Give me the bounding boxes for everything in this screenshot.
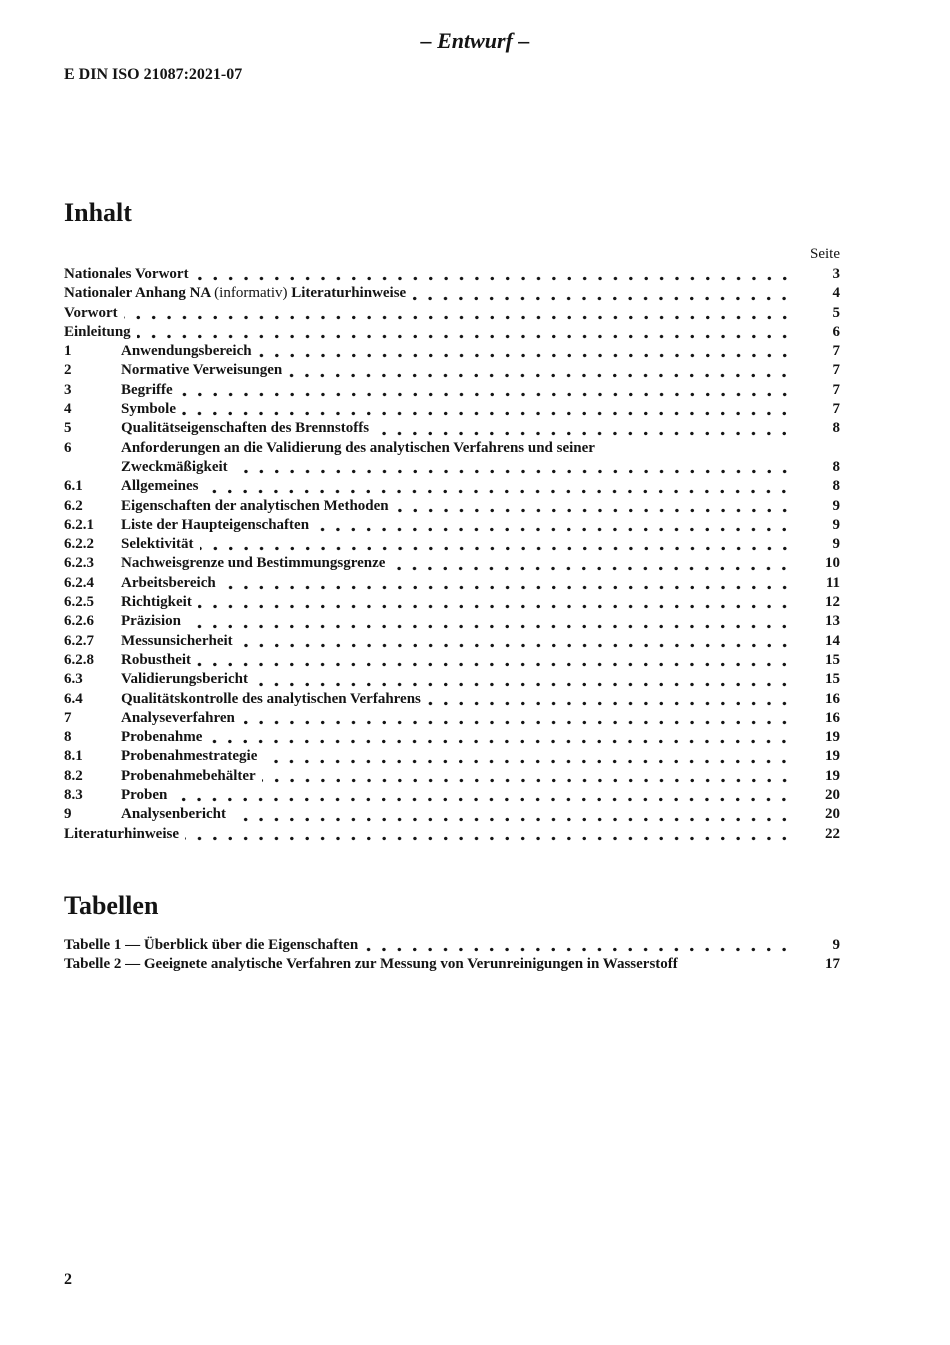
toc-entry-row [64, 342, 840, 361]
draft-banner: – Entwurf – [420, 28, 530, 53]
entry-label: Messunsicherheit [121, 632, 233, 649]
toc-list [64, 265, 840, 844]
entry-number: 7 [64, 709, 72, 726]
entry-number: 6.3 [64, 671, 83, 688]
table-entry-row [64, 936, 840, 955]
toc-entry-row [64, 632, 840, 651]
toc-entry-row [64, 593, 840, 612]
entry-page-number: 7 [832, 362, 840, 379]
dot-leader [262, 767, 794, 786]
dot-leader [288, 361, 794, 380]
toc-entry-row [64, 690, 840, 709]
toc-entry-row [64, 439, 840, 458]
entry-number: 4 [64, 401, 72, 418]
dot-leader [412, 284, 794, 303]
toc-entry-row [64, 323, 840, 342]
entry-page-number: 6 [832, 323, 840, 340]
toc-entry-row [64, 284, 840, 303]
entry-label: Probenahmebehälter [121, 767, 256, 784]
entry-page-number: 7 [832, 343, 840, 360]
entry-label: Robustheit [121, 651, 192, 668]
toc-entry-row [64, 786, 840, 805]
toc-entry-row [64, 497, 840, 516]
entry-number: 6 [64, 439, 72, 456]
toc-entry-row [64, 747, 840, 766]
dot-leader [208, 728, 794, 747]
entry-label: Anforderungen an die Validierung des analytischen Verfahrens und seiner [121, 439, 595, 456]
dot-leader [124, 304, 794, 323]
entry-label: Liste der Haupteigenschaften [121, 516, 310, 533]
entry-page-number: 20 [825, 806, 840, 823]
dot-leader [234, 458, 794, 477]
dot-leader [427, 690, 794, 709]
dot-leader [391, 554, 794, 573]
entry-label-bold-part: Nationaler Anhang NA [64, 285, 215, 302]
entry-number: 6.2.1 [64, 516, 94, 533]
dot-leader [364, 936, 794, 955]
entry-page-number: 19 [825, 767, 840, 784]
entry-page-number: 7 [832, 381, 840, 398]
entry-page-number: 8 [832, 458, 840, 475]
entry-number: 6.2.4 [64, 574, 94, 591]
entry-label: Eigenschaften der analytischen Methoden [121, 497, 389, 514]
entry-number: 1 [64, 343, 72, 360]
entry-number: 6.2.3 [64, 555, 94, 572]
dot-leader [187, 612, 794, 631]
entry-page-number: 19 [825, 748, 840, 765]
dot-leader [195, 265, 794, 284]
entry-label: Nachweisgrenze und Bestimmungsgrenze [121, 555, 386, 572]
entry-number: 8.2 [64, 767, 83, 784]
entry-label: Selektivität [121, 536, 194, 553]
entry-page-number: 5 [832, 304, 840, 321]
toc-entry-row [64, 805, 840, 824]
entry-number: 6.1 [64, 478, 83, 495]
entry-label: Zweckmäßigkeit [121, 458, 228, 475]
dot-leader [395, 497, 794, 516]
entry-page-number: 15 [825, 651, 840, 668]
entry-page-number: 9 [832, 936, 840, 953]
entry-number: 6.2.7 [64, 632, 94, 649]
entry-label: Tabelle 1 — Überblick über die Eigenschaften [64, 936, 359, 953]
entry-number: 6.2.8 [64, 651, 94, 668]
entry-number: 8 [64, 729, 72, 746]
toc-entry-row [64, 651, 840, 670]
dot-leader [239, 632, 794, 651]
dot-leader [254, 670, 794, 689]
entry-number: 6.4 [64, 690, 83, 707]
entry-page-number: 16 [825, 709, 840, 726]
entry-label: Präzision [121, 613, 181, 630]
toc-entry-row [64, 477, 840, 496]
dot-leader [182, 400, 794, 419]
toc-entry-row [64, 265, 840, 284]
dot-leader [137, 323, 794, 342]
entry-number: 3 [64, 381, 72, 398]
entry-label: Analyseverfahren [121, 709, 235, 726]
entry-page-number: 14 [825, 632, 840, 649]
entry-number: 6.2 [64, 497, 83, 514]
entry-page-number: 20 [825, 787, 840, 804]
page-column-header [64, 245, 840, 263]
entry-label: Vorwort [64, 304, 118, 321]
entry-page-number: 3 [832, 266, 840, 282]
entry-label: Validierungsbericht [121, 671, 248, 688]
entry-number: 6.2.5 [64, 594, 94, 611]
toc-entry-row [64, 361, 840, 380]
toc-entry-row [64, 458, 840, 477]
dot-leader [197, 651, 794, 670]
toc-entry-row [64, 419, 840, 438]
entry-label: Arbeitsbereich [121, 574, 216, 591]
entry-label: Nationales Vorwort [64, 266, 189, 282]
dot-leader [601, 439, 794, 458]
entry-number: 5 [64, 420, 72, 437]
entry-label: Proben [121, 787, 168, 804]
entry-page-number: 9 [832, 497, 840, 514]
entry-label: Qualitätseigenschaften des Brennstoffs [121, 420, 370, 437]
toc-entry-row [64, 574, 840, 593]
entry-label-regular-part: (informativ) [214, 285, 292, 302]
entry-label: Probenahme [121, 729, 203, 746]
dot-leader [232, 805, 794, 824]
dot-leader [315, 516, 794, 535]
entry-label-bold-part: Literaturhinweise [291, 285, 407, 302]
page-column-label: Seite [810, 246, 840, 262]
entry-page-number: 9 [832, 516, 840, 533]
entry-page-number: 17 [825, 956, 840, 973]
entry-label: Richtigkeit [121, 594, 192, 611]
entry-label [64, 284, 406, 303]
dot-leader [200, 535, 795, 554]
entry-label: Symbole [121, 401, 177, 418]
dot-leader [375, 419, 794, 438]
entry-page-number: 10 [825, 555, 840, 572]
toc-entry-row [64, 728, 840, 747]
entry-page-number: 4 [832, 285, 840, 302]
entry-number: 9 [64, 806, 72, 823]
entry-label: Analysenbericht [121, 806, 226, 823]
toc-entry-row [64, 554, 840, 573]
entry-label: Tabelle 2 — Geeignete analytische Verfahren zur Messung von Verunreinigungen in Wasserstoff [64, 956, 678, 973]
entry-page-number: 22 [825, 825, 840, 842]
dot-leader [258, 342, 794, 361]
entry-number: 8.3 [64, 787, 83, 804]
toc-entry-row [64, 612, 840, 631]
dot-leader [684, 955, 794, 974]
entry-page-number: 9 [832, 536, 840, 553]
toc-entry-row [64, 767, 840, 786]
entry-number: 6.2.2 [64, 536, 94, 553]
contents-title: Inhalt [64, 198, 132, 227]
dot-leader [198, 593, 794, 612]
entry-label: Probenahmestrategie [121, 748, 258, 765]
entry-page-number: 19 [825, 729, 840, 746]
toc-entry-row [64, 535, 840, 554]
entry-page-number: 12 [825, 594, 840, 611]
toc-entry-row [64, 825, 840, 844]
toc-entry-row [64, 400, 840, 419]
entry-label: Literaturhinweise [64, 825, 179, 842]
document-identifier: E DIN ISO 21087:2021-07 [64, 66, 243, 83]
content-area [0, 65, 950, 975]
tables-list [64, 936, 840, 975]
entry-label: Begriffe [121, 381, 173, 398]
entry-label: Anwendungsbereich [121, 343, 252, 360]
toc-entry-row [64, 381, 840, 400]
dot-leader [173, 786, 794, 805]
dot-leader [179, 381, 794, 400]
toc-entry-row [64, 304, 840, 323]
footer-page-number: 2 [64, 1271, 72, 1288]
entry-number: 2 [64, 362, 72, 379]
entry-label: Allgemeines [121, 478, 199, 495]
entry-label: Einleitung [64, 323, 131, 340]
toc-entry-row [64, 670, 840, 689]
dot-leader [185, 825, 794, 844]
dot-leader [263, 747, 794, 766]
toc-entry-row [64, 709, 840, 728]
entry-page-number: 13 [825, 613, 840, 630]
dot-leader [222, 574, 794, 593]
entry-label: Normative Verweisungen [121, 362, 283, 379]
entry-number: 8.1 [64, 748, 83, 765]
tables-title: Tabellen [64, 890, 159, 920]
table-entry-row [64, 955, 840, 974]
dot-leader [204, 477, 794, 496]
entry-page-number: 16 [825, 690, 840, 707]
toc-entry-row [64, 516, 840, 535]
entry-number: 6.2.6 [64, 613, 94, 630]
entry-page-number: 7 [832, 401, 840, 418]
entry-page-number: 15 [825, 671, 840, 688]
dot-leader [241, 709, 794, 728]
entry-page-number: 11 [825, 574, 840, 591]
entry-page-number: 8 [832, 478, 840, 495]
entry-label: Qualitätskontrolle des analytischen Verfahrens [121, 690, 421, 707]
entry-page-number: 8 [832, 420, 840, 437]
